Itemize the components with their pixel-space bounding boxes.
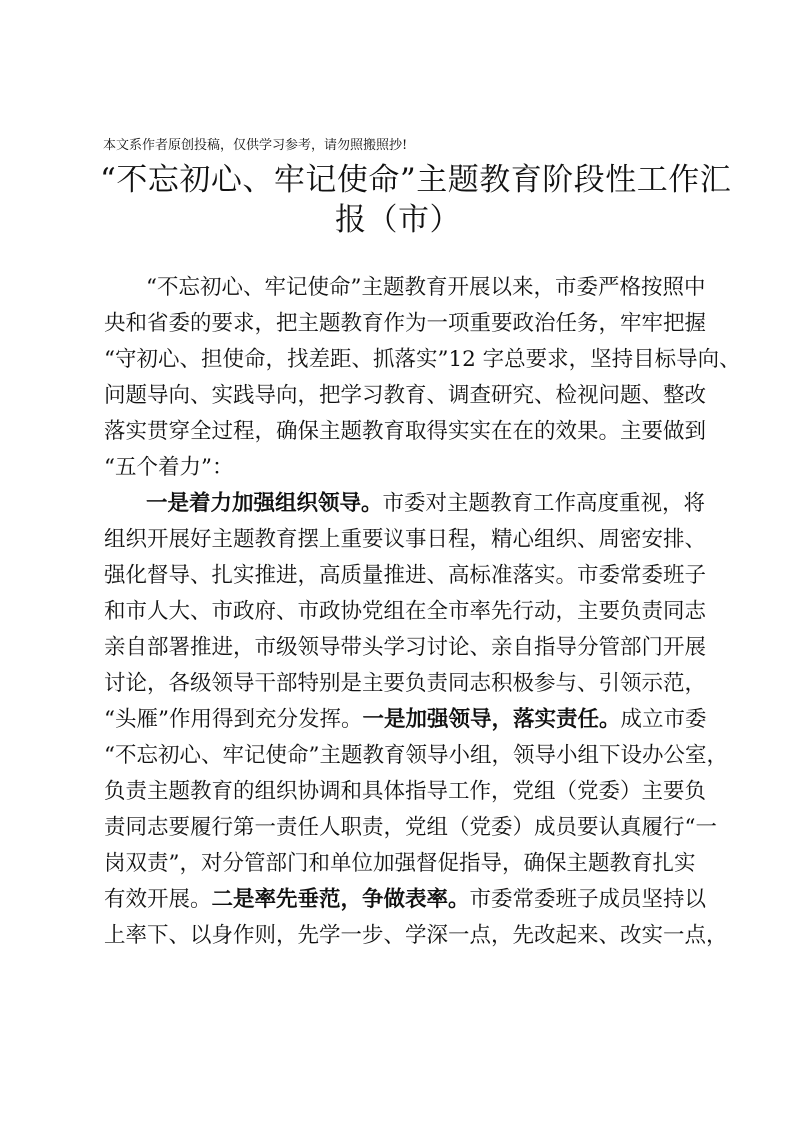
paragraph-2-line-7-pre: “头雁”作用得到充分发挥。 [104, 707, 363, 732]
document-title [100, 160, 732, 240]
paragraph-2-line-1 [104, 486, 706, 522]
title-line-1: “不忘初心、牢记使命”主题教育阶段性工作汇 [100, 162, 732, 198]
paragraph-1-line-1: “不忘初心、牢记使命”主题教育开展以来，市委严格按照中 [146, 275, 706, 300]
paragraph-1-line-3: “守初心、担使命，找差距、抓落实”12 字总要求，坚持目标导向、 [104, 347, 741, 372]
paragraph-2-line-5: 亲自部署推进，市级领导带头学习讨论、亲自指导分管部门开展 [104, 635, 707, 660]
copyright-notice: 本文系作者原创投稿，仅供学习参考，请勿照搬照抄! [103, 138, 408, 153]
paragraph-1-line-2: 央和省委的要求，把主题教育作为一项重要政治任务，牢牢把握 [104, 311, 707, 336]
paragraph-2-line-12-pre: 有效开展。 [104, 887, 212, 912]
paragraph-2-line-9: 负责主题教育的组织协调和具体指导工作，党组（党委）主要负 [104, 779, 707, 804]
paragraph-1-line-4: 问题导向、实践导向，把学习教育、调查研究、检视问题、整改 [104, 383, 707, 408]
paragraph-2-line-12 [104, 882, 707, 918]
paragraph-2-line-13: 上率下、以身作则，先学一步、学深一点，先改起来、改实一点， [104, 923, 728, 948]
paragraph-2-line-10: 责同志要履行第一责任人职责，党组（党委）成员要认真履行“一 [104, 815, 717, 840]
paragraph-1-line-5: 落实贯穿全过程，确保主题教育取得实实在在的效果。主要做到 [104, 419, 707, 444]
paragraph-2-line-7 [104, 702, 707, 738]
paragraph-2-line-3: 强化督导、扎实推进，高质量推进、高标准落实。市委常委班子 [104, 563, 707, 588]
paragraph-2-line-2: 组织开展好主题教育摆上重要议事日程，精心组织、周密安排、 [104, 527, 707, 552]
paragraph-1-line-6: “五个着力”： [104, 455, 234, 480]
paragraph-2-line-11: 岗双责”，对分管部门和单位加强督促指导，确保主题教育扎实 [104, 851, 696, 876]
section-heading-1: 一是着力加强组织领导。 [146, 491, 383, 516]
subheading-lead-responsibility: 一是加强领导，落实责任。 [362, 707, 621, 732]
paragraph-2-line-6: 讨论，各级领导干部特别是主要负责同志积极参与、引领示范， [104, 671, 707, 696]
paragraph-2-line-4: 和市人大、市政府、市政协党组在全市率先行动，主要负责同志 [104, 599, 707, 624]
paragraph-2-line-12-post: 市委常委班子成员坚持以 [469, 887, 707, 912]
paragraph-2-line-1-text: 市委对主题教育工作高度重视，将 [382, 491, 706, 516]
paragraph-2-line-7-post: 成立市委 [620, 707, 707, 732]
subheading-set-example: 二是率先垂范，争做表率。 [211, 887, 470, 912]
paragraph-2-line-8: “不忘初心、牢记使命”主题教育领导小组，领导小组下设办公室， [104, 743, 728, 768]
document-body [104, 270, 741, 954]
title-line-2: 报（市） [335, 202, 461, 238]
